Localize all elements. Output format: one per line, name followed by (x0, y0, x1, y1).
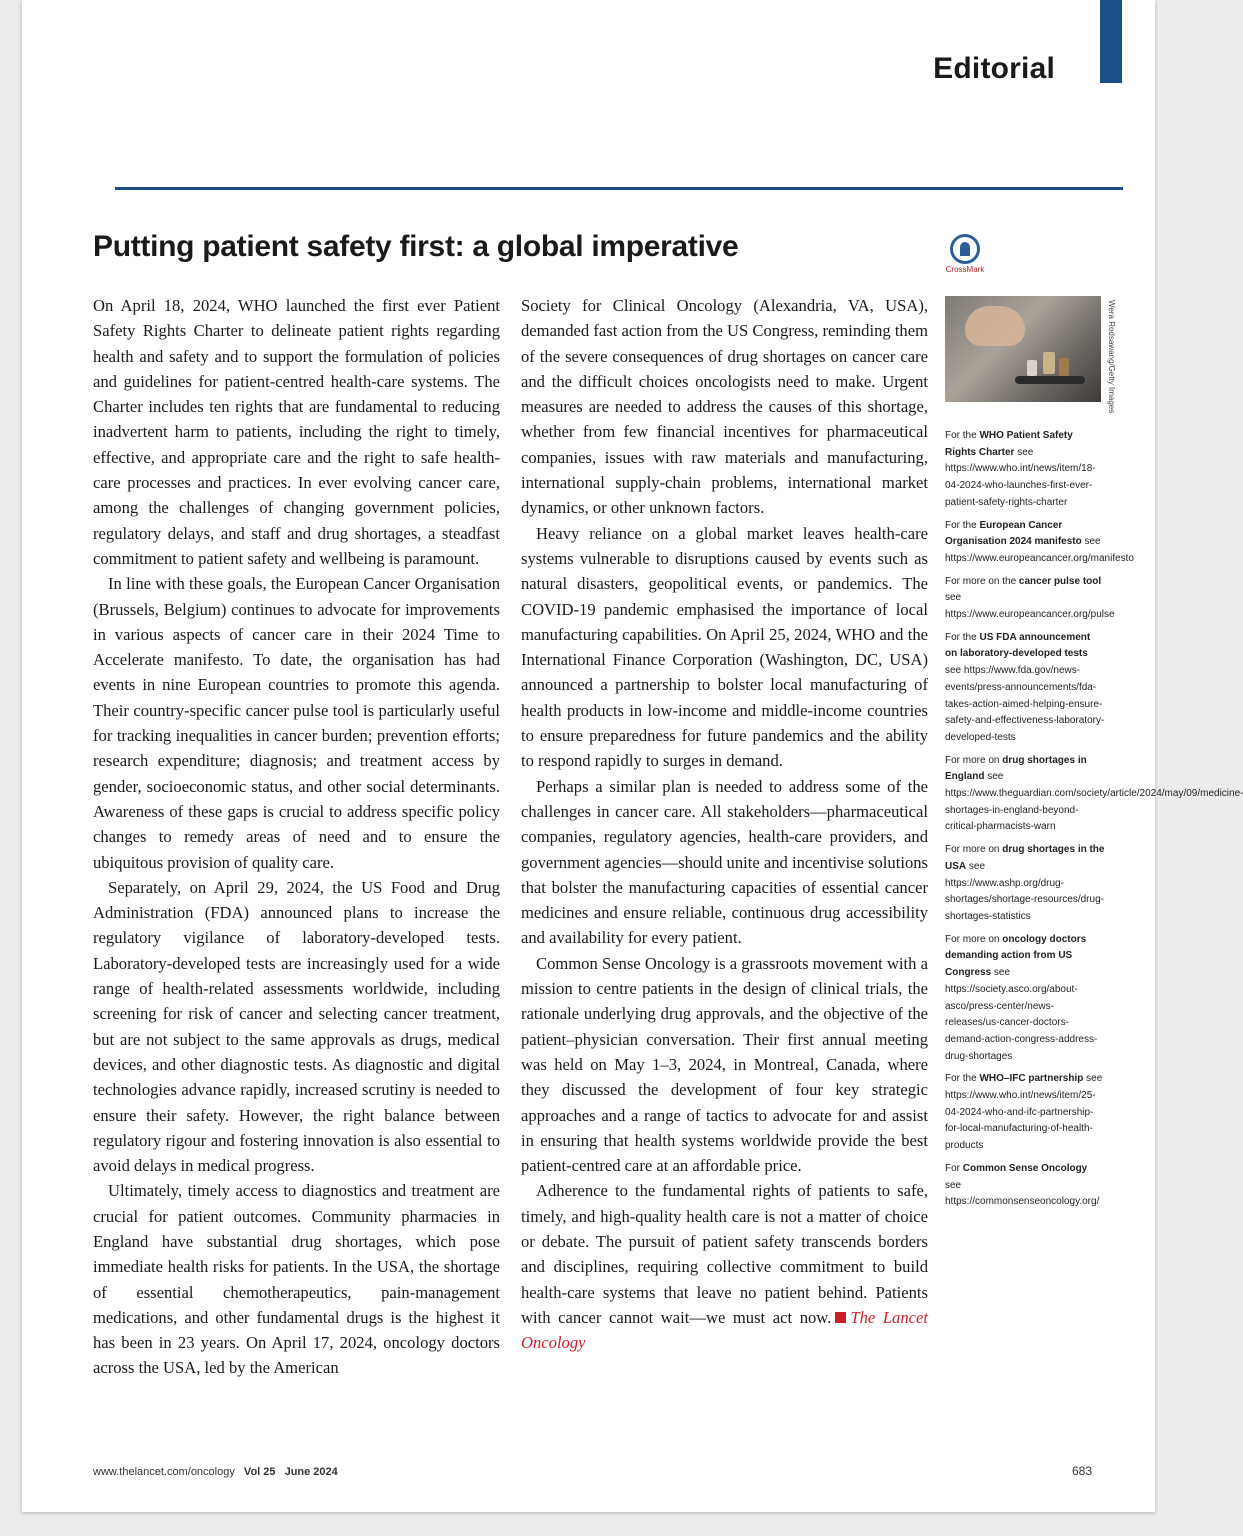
photo-credit: Wera Rodsawang/Getty Images (1107, 300, 1116, 414)
section-color-tab (1100, 0, 1122, 83)
margin-note: For the European Cancer Organisation 2024 manifesto see https://www.europeancancer.org/manifesto (945, 519, 1134, 564)
note-link[interactable]: see https://www.europeancancer.org/manifesto (945, 536, 1134, 564)
crossmark-label: CrossMark (945, 265, 985, 274)
margin-note: For the WHO–IFC partnership see https://www.who.int/news/item/25-04-2024-who-and-ifc-partnership-for-local-manufacturing-of-health-products (945, 1073, 1103, 1152)
photo-bottle (1043, 352, 1055, 374)
margin-note: For Common Sense Oncology see https://commonsenseoncology.org/ (945, 1162, 1100, 1208)
note-link[interactable]: see https://www.theguardian.com/society/article/2024/may/09/medicine-shortages-in-england-beyond-critical-pharmacists-warn (945, 771, 1243, 833)
margin-note: For more on drug shortages in England see https://www.theguardian.com/society/article/2024/may/09/medicine-shortages-in-england-beyond-critical-pharmacists-warn (945, 754, 1243, 833)
closing-paragraph (521, 1178, 928, 1355)
section-label: Editorial (933, 52, 1055, 85)
margin-note: For the WHO Patient Safety Rights Charter see https://www.who.int/news/item/18-04-2024-who-launches-first-ever-patient-safety-rights-charter (945, 430, 1096, 508)
end-square-icon (835, 1312, 846, 1323)
note-link[interactable]: see https://www.ashp.org/drug-shortages/shortage-resources/drug-shortages-statistics (945, 860, 1104, 922)
body-column-1 (93, 293, 500, 1381)
header-rule (115, 187, 1123, 190)
paragraph: Society for Clinical Oncology (Alexandria, VA, USA), demanded fast action from the US Congress, reminding them of the severe consequences of drug shortages on cancer care and the difficult choices oncologists need to make. Urgent measures are needed to address the causes of this shortage, whether from few financial incentives for pharmaceutical companies, issues with raw materials and manufacturing, international supply-chain problems, international market dynamics, or other unknown factors. (521, 296, 928, 518)
margin-note: For more on the cancer pulse tool see https://www.europeancancer.org/pulse (945, 575, 1115, 621)
paragraph: Perhaps a similar plan is needed to address some of the challenges in cancer care. All stakeholders—pharmaceutical companies, regulatory agencies, health-care providers, and government agencies—should unite and incentivise solutions that bolster the manufacturing capacities of essential cancer medicines and ensure reliable, continuous drug accessibility and availability for every patient. (521, 776, 928, 948)
crossmark-badge[interactable] (945, 234, 985, 274)
paragraph: Ultimately, timely access to diagnostics and treatment are crucial for patient outcomes. Community pharmacies in England have substantial drug shortages, which pose immediate health risks for patients. In the USA, the shortage of essential chemotherapeutics, pain-management medications, and other fundamental drugs is the highest it has been in 23 years. On April 17, 2024, oncology doctors across the USA, led by the American (93, 1181, 500, 1378)
margin-note: For more on drug shortages in the USA see https://www.ashp.org/drug-shortages/shortage-resources/drug-shortages-statistics (945, 844, 1105, 922)
paragraph: Heavy reliance on a global market leaves health-care systems vulnerable to disruptions caused by events such as natural disasters, geopolitical events, or pandemics. The COVID-19 pandemic emphasised the importance of local manufacturing capabilities. On April 25, 2024, WHO and the International Finance Corporation (Washington, DC, USA) announced a partnership to bolster local manufacturing of health products in low-income and middle-income countries to ensure preparedness for future pandemics and the ability to respond rapidly to surges in demand. (521, 523, 928, 771)
note-link[interactable]: see https://society.asco.org/about-asco/press-center/news-releases/us-cancer-doctors-demand-action-congress-address-drug-shortages (945, 967, 1098, 1062)
body-column-2 (521, 293, 928, 1355)
footer-url[interactable]: www.thelancet.com/oncology (93, 1466, 235, 1478)
signature: The Lancet Oncology (521, 1307, 928, 1353)
photo-credit-wrap (1104, 300, 1116, 414)
photo-bottle (1059, 358, 1069, 376)
photo-tray (1015, 376, 1085, 384)
note-link[interactable]: see https://www.fda.gov/news-events/press-announcements/fda-takes-action-aimed-helping-ensure-safety-and-effectiveness-laboratory-developed-tests (945, 665, 1105, 743)
note-link[interactable]: see https://commonsenseoncology.org/ (945, 1179, 1100, 1208)
page-number: 683 (1072, 1464, 1093, 1478)
paragraph: On April 18, 2024, WHO launched the first ever Patient Safety Rights Charter to delineate patient rights regarding health and safety and to support the formulation of policies and guidelines for patient-centred health-care systems. The Charter includes ten rights that are fundamental to reducing inadvertent harm to patients, including the right to timely, effective, and appropriate care and the right to safe health-care processes and practices. In ever evolving cancer care, among the challenges of changing government policies, regulatory delays, and staff and drug shortages, a steadfast commitment to patient safety and wellbeing is paramount. (93, 296, 500, 568)
paragraph: In line with these goals, the European Cancer Organisation (Brussels, Belgium) continues to advocate for improvements in various aspects of cancer care in their 2024 Time to Accelerate manifesto. To date, the organisation has had events in nine European countries to promote this agenda. Their country-specific cancer pulse tool is particularly useful for tracking inequalities in cancer burden; prevention efforts; research expenditure; diagnosis; and treatment access by gender, socioeconomic status, and other social determinants. Awareness of these gaps is crucial to address specific policy changes to remedy areas of need and to ensure the ubiquitous provision of quality care. (93, 574, 500, 872)
article-title: Putting patient safety first: a global imperative (93, 230, 739, 263)
closing-text: Adherence to the fundamental rights of patients to safe, timely, and high-quality health care is not a matter of choice or debate. The pursuit of patient safety transcends borders and disciplines, requiring collective commitment to build health-care systems that leave no patient behind. Patients with cancer cannot wait—we must act now. (521, 1181, 928, 1327)
photo-hands (965, 306, 1025, 346)
margin-note: For more on oncology doctors demanding action from US Congress see https://society.asco.org/about-asco/press-center/news-releases/us-cancer-doctors-demand-action-congress-address-drug-shortages (945, 933, 1098, 1062)
note-link[interactable]: see https://www.europeancancer.org/pulse (945, 592, 1115, 621)
margin-notes (945, 428, 1243, 1217)
note-link[interactable]: see https://www.who.int/news/item/18-04-2024-who-launches-first-ever-patient-safety-rights-charter (945, 446, 1096, 508)
crossmark-icon (950, 234, 980, 264)
note-link[interactable]: see https://www.who.int/news/item/25-04-2024-who-and-ifc-partnership-for-local-manufacturing-of-health-products (945, 1073, 1103, 1152)
photo-bottle (1027, 360, 1037, 376)
paragraph: Separately, on April 29, 2024, the US Food and Drug Administration (FDA) announced plans to increase the regulatory vigilance of laboratory-developed tests. Laboratory-developed tests are increasingly used for a wide range of health-related assessments worldwide, including screening for risk of cancer and selecting cancer treatment, but are not subject to the same approvals as drugs, medical devices, and other diagnostic tests. As diagnostic and digital technologies advance rapidly, increased scrutiny is needed to ensure their safety. However, the right balance between regulatory rigour and fostering innovation is also essential to avoid delays in medical progress. (93, 877, 500, 1176)
margin-note: For the US FDA announcement on laboratory-developed tests see https://www.fda.gov/news-events/press-announcements/fda-takes-action-aimed-helping-ensure-safety-and-effectiveness-laboratory-developed-tests (945, 631, 1105, 743)
footer-citation (93, 1466, 338, 1478)
article-photo (945, 296, 1101, 402)
paragraph: Common Sense Oncology is a grassroots movement with a mission to centre patients in the design of clinical trials, the rationale underlying drug approvals, and the objective of the patient–physician conversation. Their first annual meeting was held on May 1–3, 2024, in Montreal, Canada, where they discussed the development of four key strategic approaches and a range of tactics to advocate for and assist in ensuring that health systems worldwide provide the best patient-centred care at an affordable price. (521, 953, 928, 1176)
footer-volume: Vol 25 (243, 1466, 276, 1478)
footer-date: June 2024 (284, 1466, 338, 1478)
